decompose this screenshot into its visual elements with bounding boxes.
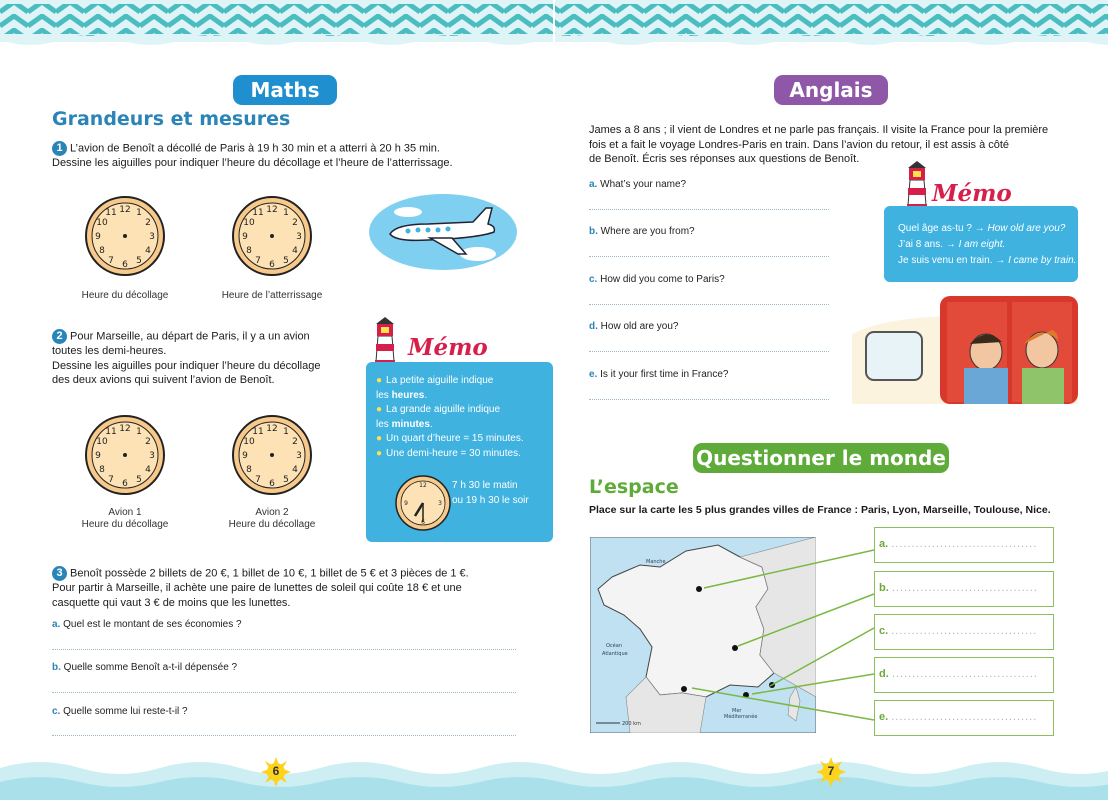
- svg-text:1: 1: [136, 208, 142, 218]
- svg-text:10: 10: [243, 437, 255, 447]
- svg-text:8: 8: [246, 465, 252, 475]
- svg-text:10: 10: [96, 218, 108, 228]
- exercise-number: 3: [52, 566, 67, 581]
- answer-line[interactable]: [589, 256, 829, 257]
- svg-text:7: 7: [255, 475, 261, 485]
- english-question-d: d. How old are you?: [589, 321, 679, 332]
- svg-text:6: 6: [269, 260, 275, 270]
- memo-title: Mémo: [408, 334, 488, 361]
- map-label-atlantique: Atlantique: [602, 651, 628, 657]
- svg-text:12: 12: [119, 205, 131, 215]
- svg-text:11: 11: [252, 208, 264, 218]
- clock-face-atterrissage[interactable]: [231, 195, 313, 277]
- question-b: b. Quelle somme Benoît a-t-il dépensée ?: [52, 662, 238, 673]
- section-title-grandeurs: Grandeurs et mesures: [52, 108, 291, 130]
- svg-text:3: 3: [149, 232, 155, 242]
- english-question-e: e. Is it your first time in France?: [589, 369, 729, 380]
- svg-text:1: 1: [283, 208, 289, 218]
- exercise-number: 2: [52, 329, 67, 344]
- city-answer-box-c[interactable]: c. ....................................: [874, 614, 1054, 650]
- map-connector-arrows: [690, 540, 880, 730]
- svg-text:4: 4: [292, 246, 298, 256]
- exercise-number: 1: [52, 141, 67, 156]
- svg-text:6: 6: [269, 479, 275, 489]
- city-dot[interactable]: [681, 686, 687, 692]
- answer-line[interactable]: [52, 649, 516, 650]
- clock-caption: Heure de l’atterrissage: [221, 290, 323, 301]
- question-c: c. Quelle somme lui reste-t-il ?: [52, 706, 188, 717]
- english-question-a: a. What’s your name?: [589, 179, 687, 190]
- svg-text:5: 5: [136, 475, 142, 485]
- answer-line[interactable]: [589, 304, 829, 305]
- clock-caption: Avion 1 Heure du décollage: [81, 507, 169, 530]
- answer-line[interactable]: [52, 692, 516, 693]
- svg-text:9: 9: [404, 500, 408, 507]
- map-scale: 200 km: [622, 721, 641, 727]
- question-a: a. Quel est le montant de ses économies ?: [52, 619, 242, 630]
- top-wave-border: [0, 0, 1108, 60]
- svg-text:9: 9: [242, 232, 248, 242]
- svg-text:1: 1: [283, 427, 289, 437]
- memo-title: Mémo: [932, 180, 1012, 207]
- city-answer-box-a[interactable]: a. ....................................: [874, 527, 1054, 563]
- svg-text:5: 5: [283, 256, 289, 266]
- clock-face-avion-1[interactable]: [84, 414, 166, 496]
- svg-text:9: 9: [242, 451, 248, 461]
- svg-text:3: 3: [438, 500, 442, 507]
- memo-box-anglais: Quel âge as-tu ? → How old are you? J’ai 8 ans. → I am eight. Je suis venu en train. → I came by train.: [884, 206, 1078, 282]
- svg-text:6: 6: [122, 479, 128, 489]
- svg-text:11: 11: [105, 208, 117, 218]
- svg-text:8: 8: [99, 246, 105, 256]
- english-question-c: c. How did you come to Paris?: [589, 274, 725, 285]
- answer-line[interactable]: [52, 735, 516, 736]
- map-label-manche: Manche: [646, 559, 666, 565]
- answer-line[interactable]: [589, 209, 829, 210]
- airplane-illustration: [368, 192, 518, 274]
- page-number: 7: [827, 764, 835, 778]
- svg-text:10: 10: [243, 218, 255, 228]
- city-answer-box-d[interactable]: d. ....................................: [874, 657, 1054, 693]
- svg-text:4: 4: [145, 465, 151, 475]
- svg-text:2: 2: [145, 218, 151, 228]
- svg-text:12: 12: [419, 482, 427, 489]
- svg-text:9: 9: [95, 232, 101, 242]
- exercise-1-text: 1 L’avion de Benoît a décollé de Paris à 19 h 30 min et a atterri à 20 h 35 min. Dessine les aiguilles pour indiquer l’heure du décollage et l’heure de l’atterrissage.: [52, 142, 453, 169]
- svg-text:2: 2: [292, 437, 298, 447]
- svg-text:2: 2: [145, 437, 151, 447]
- maths-subject-label: Maths: [233, 75, 337, 105]
- svg-text:3: 3: [296, 451, 302, 461]
- svg-text:12: 12: [266, 205, 278, 215]
- svg-text:12: 12: [119, 424, 131, 434]
- page-number: 6: [272, 764, 280, 778]
- svg-text:6: 6: [122, 260, 128, 270]
- svg-text:4: 4: [145, 246, 151, 256]
- anglais-subject-label: Anglais: [774, 75, 888, 105]
- city-answer-box-b[interactable]: b. ....................................: [874, 571, 1054, 607]
- answer-line[interactable]: [589, 351, 829, 352]
- anglais-intro: James a 8 ans ; il vient de Londres et ne parle pas français. Il visite la France pour la première fois et a fait le voyage Londres-Paris en train. Dans l’avion du retour, il est assis à côté de Benoît. Écris ses réponses aux questions de Benoît.: [589, 124, 1049, 165]
- espace-instruction: Place sur la carte les 5 plus grandes villes de France : Paris, Lyon, Marseille, Toulouse, Nice.: [589, 504, 1051, 516]
- svg-text:11: 11: [105, 427, 117, 437]
- clock-face-decollage[interactable]: [84, 195, 166, 277]
- map-label-mediterranee: Méditerranée: [724, 714, 758, 720]
- svg-text:12: 12: [266, 424, 278, 434]
- map-label-ocean: Océan: [606, 643, 622, 649]
- map-label-mer: Mer: [732, 708, 742, 714]
- svg-text:5: 5: [136, 256, 142, 266]
- svg-text:2: 2: [292, 218, 298, 228]
- exercise-2-text: 2 Pour Marseille, au départ de Paris, il y a un avion toutes les demi-heures. Dessine les aiguilles pour indiquer l’heure du décollage des deux avions qui suivent l’avion de Benoît.: [52, 330, 321, 386]
- svg-text:11: 11: [252, 427, 264, 437]
- svg-text:8: 8: [99, 465, 105, 475]
- city-answer-box-e[interactable]: e. ....................................: [874, 700, 1054, 736]
- svg-text:8: 8: [246, 246, 252, 256]
- svg-text:7: 7: [255, 256, 261, 266]
- svg-text:4: 4: [292, 465, 298, 475]
- svg-text:7: 7: [108, 475, 114, 485]
- section-title-espace: L’espace: [589, 476, 679, 498]
- svg-text:10: 10: [96, 437, 108, 447]
- svg-text:5: 5: [283, 475, 289, 485]
- memo-box-maths: ● La petite aiguille indique les heures. ● La grande aiguille indique les minutes. ● Un quart d’heure = 15 minutes. ● Une demi-heure = 30 minutes. 12 3 6 9 7 h 30 le matin ou 19 h 30 le soir: [366, 362, 553, 542]
- monde-subject-label: Questionner le monde: [693, 443, 949, 473]
- svg-text:1: 1: [136, 427, 142, 437]
- clock-face-avion-2[interactable]: [231, 414, 313, 496]
- svg-text:3: 3: [296, 232, 302, 242]
- answer-line[interactable]: [589, 399, 829, 400]
- clock-caption: Avion 2 Heure du décollage: [228, 507, 316, 530]
- svg-text:6: 6: [421, 519, 425, 526]
- clock-caption: Heure du décollage: [81, 290, 169, 301]
- memo-clock-icon: [394, 474, 452, 532]
- svg-text:3: 3: [149, 451, 155, 461]
- svg-text:7: 7: [108, 256, 114, 266]
- bottom-wave-border: [0, 748, 1108, 800]
- exercise-3-text: 3 Benoît possède 2 billets de 20 €, 1 billet de 10 €, 1 billet de 5 € et 3 pièces de 1 €. Pour partir à Marseille, il achète une paire de lunettes de soleil qui coûte 18 € et une casquette qui vaut 3 € de moins que les lunettes.: [52, 567, 469, 609]
- svg-text:9: 9: [95, 451, 101, 461]
- english-question-b: b. Where are you from?: [589, 226, 695, 237]
- train-boys-illustration: [852, 294, 1078, 404]
